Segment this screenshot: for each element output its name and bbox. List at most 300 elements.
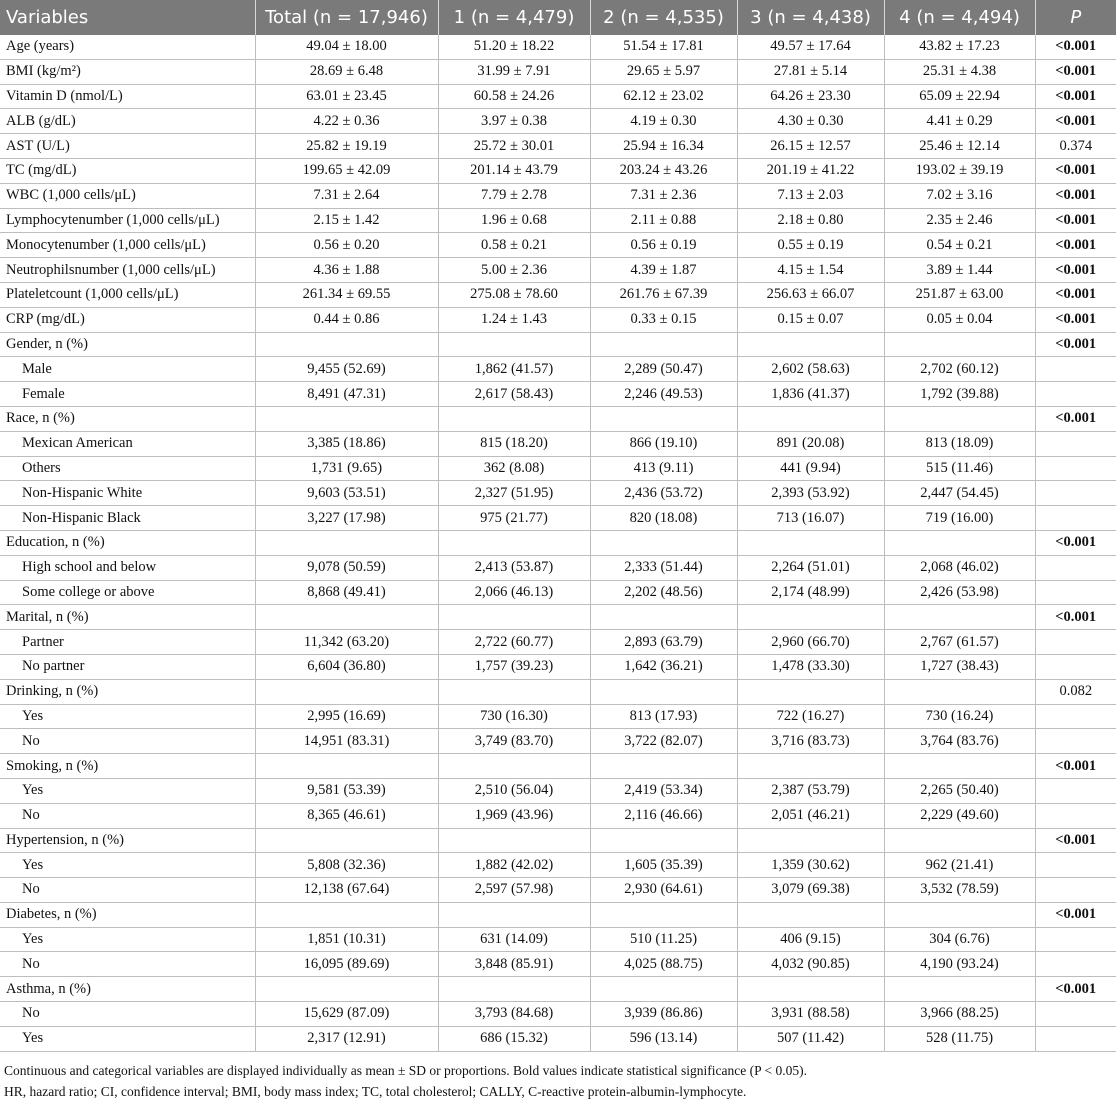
cell-q1: 2,510 (56.04) xyxy=(438,778,590,803)
cell-q1 xyxy=(438,828,590,853)
cell-q4: 2,767 (61.57) xyxy=(884,630,1035,655)
cell-q4: 3,764 (83.76) xyxy=(884,729,1035,754)
cell-q4: 7.02 ± 3.16 xyxy=(884,183,1035,208)
cell-p: <0.001 xyxy=(1035,605,1116,630)
cell-q4 xyxy=(884,828,1035,853)
cell-q1: 815 (18.20) xyxy=(438,431,590,456)
cell-q1: 686 (15.32) xyxy=(438,1026,590,1051)
cell-q4: 730 (16.24) xyxy=(884,704,1035,729)
cell-total: 6,604 (36.80) xyxy=(255,654,438,679)
cell-q2: 0.56 ± 0.19 xyxy=(590,233,737,258)
cell-p: <0.001 xyxy=(1035,258,1116,283)
cell-p xyxy=(1035,580,1116,605)
table-row xyxy=(0,1002,1116,1027)
cell-q2: 1,605 (35.39) xyxy=(590,853,737,878)
cell-label: ALB (g/dL) xyxy=(0,109,255,134)
cell-q2: 2,246 (49.53) xyxy=(590,382,737,407)
cell-q2: 62.12 ± 23.02 xyxy=(590,84,737,109)
cell-q1: 201.14 ± 43.79 xyxy=(438,158,590,183)
cell-q3: 2,393 (53.92) xyxy=(737,481,884,506)
table-row xyxy=(0,754,1116,779)
table-row xyxy=(0,382,1116,407)
cell-label: Others xyxy=(0,456,255,481)
table-row xyxy=(0,878,1116,903)
cell-total: 12,138 (67.64) xyxy=(255,878,438,903)
table-row xyxy=(0,35,1116,59)
cell-q1: 1,882 (42.02) xyxy=(438,853,590,878)
cell-total: 3,227 (17.98) xyxy=(255,506,438,531)
header-quartile-2: 2 (n = 4,535) xyxy=(590,0,737,35)
cell-total: 9,078 (50.59) xyxy=(255,555,438,580)
cell-label: Plateletcount (1,000 cells/μL) xyxy=(0,282,255,307)
cell-p: <0.001 xyxy=(1035,530,1116,555)
cell-q1: 631 (14.09) xyxy=(438,927,590,952)
cell-label: No xyxy=(0,729,255,754)
table-row xyxy=(0,927,1116,952)
cell-total: 8,491 (47.31) xyxy=(255,382,438,407)
header-variables: Variables xyxy=(0,0,255,35)
cell-q2: 813 (17.93) xyxy=(590,704,737,729)
cell-q1: 730 (16.30) xyxy=(438,704,590,729)
cell-p xyxy=(1035,456,1116,481)
header-quartile-1: 1 (n = 4,479) xyxy=(438,0,590,35)
cell-total xyxy=(255,977,438,1002)
cell-total: 261.34 ± 69.55 xyxy=(255,282,438,307)
cell-q1: 1.96 ± 0.68 xyxy=(438,208,590,233)
cell-total xyxy=(255,332,438,357)
cell-q1 xyxy=(438,406,590,431)
cell-q1: 2,722 (60.77) xyxy=(438,630,590,655)
cell-q2 xyxy=(590,605,737,630)
cell-q2: 203.24 ± 43.26 xyxy=(590,158,737,183)
table-row xyxy=(0,233,1116,258)
cell-label: Yes xyxy=(0,853,255,878)
cell-q2 xyxy=(590,902,737,927)
table-row xyxy=(0,555,1116,580)
cell-q4: 962 (21.41) xyxy=(884,853,1035,878)
cell-label: No xyxy=(0,803,255,828)
cell-q4 xyxy=(884,406,1035,431)
cell-label: Education, n (%) xyxy=(0,530,255,555)
cell-q4 xyxy=(884,902,1035,927)
cell-q4: 2,068 (46.02) xyxy=(884,555,1035,580)
cell-q3 xyxy=(737,977,884,1002)
cell-q1: 31.99 ± 7.91 xyxy=(438,59,590,84)
table-row xyxy=(0,506,1116,531)
cell-q1: 275.08 ± 78.60 xyxy=(438,282,590,307)
cell-q4: 4.41 ± 0.29 xyxy=(884,109,1035,134)
cell-q1 xyxy=(438,754,590,779)
cell-p xyxy=(1035,803,1116,828)
cell-label: Mexican American xyxy=(0,431,255,456)
table-row xyxy=(0,704,1116,729)
cell-q3: 27.81 ± 5.14 xyxy=(737,59,884,84)
cell-total: 2,317 (12.91) xyxy=(255,1026,438,1051)
cell-q4 xyxy=(884,605,1035,630)
table-row xyxy=(0,456,1116,481)
cell-label: Some college or above xyxy=(0,580,255,605)
cell-q3: 4.30 ± 0.30 xyxy=(737,109,884,134)
cell-total: 8,868 (49.41) xyxy=(255,580,438,605)
cell-p xyxy=(1035,357,1116,382)
cell-q2: 2,333 (51.44) xyxy=(590,555,737,580)
cell-q1: 2,327 (51.95) xyxy=(438,481,590,506)
cell-q3 xyxy=(737,530,884,555)
cell-q3 xyxy=(737,605,884,630)
cell-total: 5,808 (32.36) xyxy=(255,853,438,878)
cell-q4: 2,265 (50.40) xyxy=(884,778,1035,803)
cell-q3: 2.18 ± 0.80 xyxy=(737,208,884,233)
cell-total xyxy=(255,828,438,853)
cell-q1: 3,749 (83.70) xyxy=(438,729,590,754)
cell-q1: 60.58 ± 24.26 xyxy=(438,84,590,109)
cell-p xyxy=(1035,382,1116,407)
cell-label: Non-Hispanic White xyxy=(0,481,255,506)
cell-total: 3,385 (18.86) xyxy=(255,431,438,456)
cell-p xyxy=(1035,853,1116,878)
cell-p xyxy=(1035,481,1116,506)
cell-q3 xyxy=(737,754,884,779)
cell-label: BMI (kg/m²) xyxy=(0,59,255,84)
cell-q3: 406 (9.15) xyxy=(737,927,884,952)
table-footnotes xyxy=(0,1052,1116,1102)
cell-total xyxy=(255,902,438,927)
cell-q4: 3,532 (78.59) xyxy=(884,878,1035,903)
cell-q2: 3,939 (86.86) xyxy=(590,1002,737,1027)
table-row xyxy=(0,530,1116,555)
cell-q2: 2,893 (63.79) xyxy=(590,630,737,655)
cell-q2: 2,289 (50.47) xyxy=(590,357,737,382)
table-body xyxy=(0,35,1116,1051)
cell-q3: 2,051 (46.21) xyxy=(737,803,884,828)
table-row xyxy=(0,952,1116,977)
cell-label: Drinking, n (%) xyxy=(0,679,255,704)
cell-q4: 0.05 ± 0.04 xyxy=(884,307,1035,332)
cell-label: Neutrophilsnumber (1,000 cells/μL) xyxy=(0,258,255,283)
cell-q2: 3,722 (82.07) xyxy=(590,729,737,754)
cell-q3: 3,716 (83.73) xyxy=(737,729,884,754)
cell-p: <0.001 xyxy=(1035,208,1116,233)
cell-p: <0.001 xyxy=(1035,233,1116,258)
cell-p xyxy=(1035,778,1116,803)
cell-total: 14,951 (83.31) xyxy=(255,729,438,754)
cell-q4: 193.02 ± 39.19 xyxy=(884,158,1035,183)
cell-q3: 201.19 ± 41.22 xyxy=(737,158,884,183)
cell-q4 xyxy=(884,977,1035,1002)
cell-p: <0.001 xyxy=(1035,307,1116,332)
cell-q2 xyxy=(590,828,737,853)
cell-q1: 5.00 ± 2.36 xyxy=(438,258,590,283)
cell-total: 49.04 ± 18.00 xyxy=(255,35,438,59)
cell-q4 xyxy=(884,332,1035,357)
table-row xyxy=(0,1026,1116,1051)
cell-q2: 413 (9.11) xyxy=(590,456,737,481)
cell-q3: 2,264 (51.01) xyxy=(737,555,884,580)
cell-q1: 362 (8.08) xyxy=(438,456,590,481)
cell-q1: 1,757 (39.23) xyxy=(438,654,590,679)
cell-q3: 0.55 ± 0.19 xyxy=(737,233,884,258)
cell-label: Yes xyxy=(0,704,255,729)
cell-label: No xyxy=(0,952,255,977)
cell-q2: 510 (11.25) xyxy=(590,927,737,952)
cell-q2: 4,025 (88.75) xyxy=(590,952,737,977)
cell-label: Vitamin D (nmol/L) xyxy=(0,84,255,109)
cell-label: No xyxy=(0,878,255,903)
cell-total: 1,851 (10.31) xyxy=(255,927,438,952)
cell-total xyxy=(255,605,438,630)
cell-q1: 2,066 (46.13) xyxy=(438,580,590,605)
cell-q1: 1,969 (43.96) xyxy=(438,803,590,828)
header-total: Total (n = 17,946) xyxy=(255,0,438,35)
cell-total: 0.44 ± 0.86 xyxy=(255,307,438,332)
cell-q4 xyxy=(884,754,1035,779)
cell-p: <0.001 xyxy=(1035,109,1116,134)
cell-q3: 49.57 ± 17.64 xyxy=(737,35,884,59)
cell-q2 xyxy=(590,530,737,555)
cell-total xyxy=(255,406,438,431)
table-row xyxy=(0,84,1116,109)
cell-q2: 4.19 ± 0.30 xyxy=(590,109,737,134)
cell-q3: 3,931 (88.58) xyxy=(737,1002,884,1027)
cell-q2 xyxy=(590,977,737,1002)
cell-p: <0.001 xyxy=(1035,282,1116,307)
header-p-value: P xyxy=(1035,0,1116,35)
table-row xyxy=(0,134,1116,159)
cell-q4: 0.54 ± 0.21 xyxy=(884,233,1035,258)
cell-q1 xyxy=(438,605,590,630)
table-row xyxy=(0,406,1116,431)
cell-total: 11,342 (63.20) xyxy=(255,630,438,655)
cell-label: WBC (1,000 cells/μL) xyxy=(0,183,255,208)
cell-label: Monocytenumber (1,000 cells/μL) xyxy=(0,233,255,258)
cell-q4: 25.46 ± 12.14 xyxy=(884,134,1035,159)
cell-q4 xyxy=(884,530,1035,555)
table-row xyxy=(0,59,1116,84)
cell-label: Diabetes, n (%) xyxy=(0,902,255,927)
cell-q3: 441 (9.94) xyxy=(737,456,884,481)
cell-q4: 4,190 (93.24) xyxy=(884,952,1035,977)
cell-label: Yes xyxy=(0,927,255,952)
cell-total: 9,581 (53.39) xyxy=(255,778,438,803)
cell-q1: 3,848 (85.91) xyxy=(438,952,590,977)
cell-q4: 813 (18.09) xyxy=(884,431,1035,456)
cell-q1: 1.24 ± 1.43 xyxy=(438,307,590,332)
cell-total xyxy=(255,530,438,555)
cell-label: No partner xyxy=(0,654,255,679)
table-row xyxy=(0,183,1116,208)
cell-label: Asthma, n (%) xyxy=(0,977,255,1002)
cell-q2: 2,419 (53.34) xyxy=(590,778,737,803)
cell-q2: 29.65 ± 5.97 xyxy=(590,59,737,84)
cell-q1 xyxy=(438,332,590,357)
cell-q2: 25.94 ± 16.34 xyxy=(590,134,737,159)
cell-q4: 304 (6.76) xyxy=(884,927,1035,952)
cell-label: Non-Hispanic Black xyxy=(0,506,255,531)
cell-q2: 2,436 (53.72) xyxy=(590,481,737,506)
cell-q2: 2,116 (46.66) xyxy=(590,803,737,828)
cell-q2 xyxy=(590,406,737,431)
cell-q1: 7.79 ± 2.78 xyxy=(438,183,590,208)
cell-q4 xyxy=(884,679,1035,704)
header-quartile-3: 3 (n = 4,438) xyxy=(737,0,884,35)
cell-q1: 1,862 (41.57) xyxy=(438,357,590,382)
cell-total xyxy=(255,754,438,779)
cell-label: TC (mg/dL) xyxy=(0,158,255,183)
cell-q4: 2,702 (60.12) xyxy=(884,357,1035,382)
cell-q1: 3.97 ± 0.38 xyxy=(438,109,590,134)
cell-q1: 25.72 ± 30.01 xyxy=(438,134,590,159)
cell-label: High school and below xyxy=(0,555,255,580)
cell-q1: 2,617 (58.43) xyxy=(438,382,590,407)
cell-q1: 0.58 ± 0.21 xyxy=(438,233,590,258)
cell-q4: 43.82 ± 17.23 xyxy=(884,35,1035,59)
cell-q1: 975 (21.77) xyxy=(438,506,590,531)
cell-q3: 2,174 (48.99) xyxy=(737,580,884,605)
cell-p: <0.001 xyxy=(1035,754,1116,779)
table-row xyxy=(0,902,1116,927)
cell-total xyxy=(255,679,438,704)
cell-total: 2,995 (16.69) xyxy=(255,704,438,729)
cell-label: Hypertension, n (%) xyxy=(0,828,255,853)
cell-label: Yes xyxy=(0,778,255,803)
cell-q3: 722 (16.27) xyxy=(737,704,884,729)
cell-total: 8,365 (46.61) xyxy=(255,803,438,828)
cell-total: 0.56 ± 0.20 xyxy=(255,233,438,258)
cell-label: Marital, n (%) xyxy=(0,605,255,630)
table-row xyxy=(0,803,1116,828)
cell-q4: 2.35 ± 2.46 xyxy=(884,208,1035,233)
cell-q2: 51.54 ± 17.81 xyxy=(590,35,737,59)
table-row xyxy=(0,778,1116,803)
table-row xyxy=(0,431,1116,456)
cell-p: <0.001 xyxy=(1035,828,1116,853)
cell-q3: 713 (16.07) xyxy=(737,506,884,531)
cell-total: 9,455 (52.69) xyxy=(255,357,438,382)
cell-q1: 2,597 (57.98) xyxy=(438,878,590,903)
cell-q3 xyxy=(737,828,884,853)
footnote-significance: Continuous and categorical variables are displayed individually as mean ± SD or proportions. Bold values indicate statistical significance (P < 0.05). xyxy=(4,1062,807,1078)
table-row xyxy=(0,977,1116,1002)
cell-p xyxy=(1035,1026,1116,1051)
cell-total: 15,629 (87.09) xyxy=(255,1002,438,1027)
cell-p xyxy=(1035,630,1116,655)
cell-label: No xyxy=(0,1002,255,1027)
cell-label: Race, n (%) xyxy=(0,406,255,431)
cell-q1: 51.20 ± 18.22 xyxy=(438,35,590,59)
cell-total: 9,603 (53.51) xyxy=(255,481,438,506)
cell-q4: 2,229 (49.60) xyxy=(884,803,1035,828)
cell-p xyxy=(1035,654,1116,679)
header-quartile-4: 4 (n = 4,494) xyxy=(884,0,1035,35)
cell-total: 63.01 ± 23.45 xyxy=(255,84,438,109)
table-row xyxy=(0,208,1116,233)
cell-p: <0.001 xyxy=(1055,38,1097,55)
table-row xyxy=(0,109,1116,134)
cell-p xyxy=(1035,729,1116,754)
cell-q4: 1,727 (38.43) xyxy=(884,654,1035,679)
cell-q4: 65.09 ± 22.94 xyxy=(884,84,1035,109)
cell-q3: 64.26 ± 23.30 xyxy=(737,84,884,109)
cell-p xyxy=(1035,704,1116,729)
cell-q3: 507 (11.42) xyxy=(737,1026,884,1051)
cell-q3: 1,478 (33.30) xyxy=(737,654,884,679)
cell-total: 2.15 ± 1.42 xyxy=(255,208,438,233)
table-row xyxy=(0,307,1116,332)
cell-q4: 528 (11.75) xyxy=(884,1026,1035,1051)
cell-q3: 891 (20.08) xyxy=(737,431,884,456)
table-row xyxy=(0,258,1116,283)
cell-q2: 2,930 (64.61) xyxy=(590,878,737,903)
cell-total: 16,095 (89.69) xyxy=(255,952,438,977)
cell-label: Gender, n (%) xyxy=(0,332,255,357)
cell-q3: 1,836 (41.37) xyxy=(737,382,884,407)
cell-p xyxy=(1035,878,1116,903)
cell-q3 xyxy=(737,679,884,704)
cell-p: <0.001 xyxy=(1035,902,1116,927)
cell-q4: 3.89 ± 1.44 xyxy=(884,258,1035,283)
cell-p: <0.001 xyxy=(1035,977,1116,1002)
cell-p: 0.082 xyxy=(1035,679,1116,704)
cell-p: <0.001 xyxy=(1035,158,1116,183)
cell-q2: 0.33 ± 0.15 xyxy=(590,307,737,332)
cell-q2: 2.11 ± 0.88 xyxy=(590,208,737,233)
cell-label: CRP (mg/dL) xyxy=(0,307,255,332)
cell-q2 xyxy=(590,332,737,357)
cell-p: <0.001 xyxy=(1035,406,1116,431)
cell-q4: 515 (11.46) xyxy=(884,456,1035,481)
cell-q1 xyxy=(438,977,590,1002)
cell-q3: 2,387 (53.79) xyxy=(737,778,884,803)
table-row xyxy=(0,158,1116,183)
cell-q3: 26.15 ± 12.57 xyxy=(737,134,884,159)
cell-q2: 4.39 ± 1.87 xyxy=(590,258,737,283)
table-row xyxy=(0,605,1116,630)
table-row xyxy=(0,357,1116,382)
cell-q3 xyxy=(737,406,884,431)
cell-q2: 866 (19.10) xyxy=(590,431,737,456)
cell-q2: 596 (13.14) xyxy=(590,1026,737,1051)
cell-p: <0.001 xyxy=(1035,332,1116,357)
table-row xyxy=(0,679,1116,704)
footnote-abbreviations: HR, hazard ratio; CI, confidence interval; BMI, body mass index; TC, total cholesterol; CALLY, C-reactive protein-albumin-lymphocyte. xyxy=(4,1083,747,1099)
cell-q3: 1,359 (30.62) xyxy=(737,853,884,878)
cell-total: 7.31 ± 2.64 xyxy=(255,183,438,208)
cell-q1: 2,413 (53.87) xyxy=(438,555,590,580)
cell-q4: 719 (16.00) xyxy=(884,506,1035,531)
cell-total: 28.69 ± 6.48 xyxy=(255,59,438,84)
cell-q2: 820 (18.08) xyxy=(590,506,737,531)
cell-q3: 7.13 ± 2.03 xyxy=(737,183,884,208)
cell-q3 xyxy=(737,902,884,927)
cell-q4: 251.87 ± 63.00 xyxy=(884,282,1035,307)
table-row xyxy=(0,729,1116,754)
cell-q2 xyxy=(590,754,737,779)
table-row xyxy=(0,654,1116,679)
table-row xyxy=(0,282,1116,307)
cell-q3: 4.15 ± 1.54 xyxy=(737,258,884,283)
cell-q1 xyxy=(438,679,590,704)
cell-q1: 3,793 (84.68) xyxy=(438,1002,590,1027)
cell-total: 199.65 ± 42.09 xyxy=(255,158,438,183)
cell-q2: 7.31 ± 2.36 xyxy=(590,183,737,208)
table-row xyxy=(0,580,1116,605)
cell-q4: 2,447 (54.45) xyxy=(884,481,1035,506)
cell-q2 xyxy=(590,679,737,704)
cell-q3: 256.63 ± 66.07 xyxy=(737,282,884,307)
cell-total: 25.82 ± 19.19 xyxy=(255,134,438,159)
cell-label: Female xyxy=(0,382,255,407)
table-row xyxy=(0,332,1116,357)
